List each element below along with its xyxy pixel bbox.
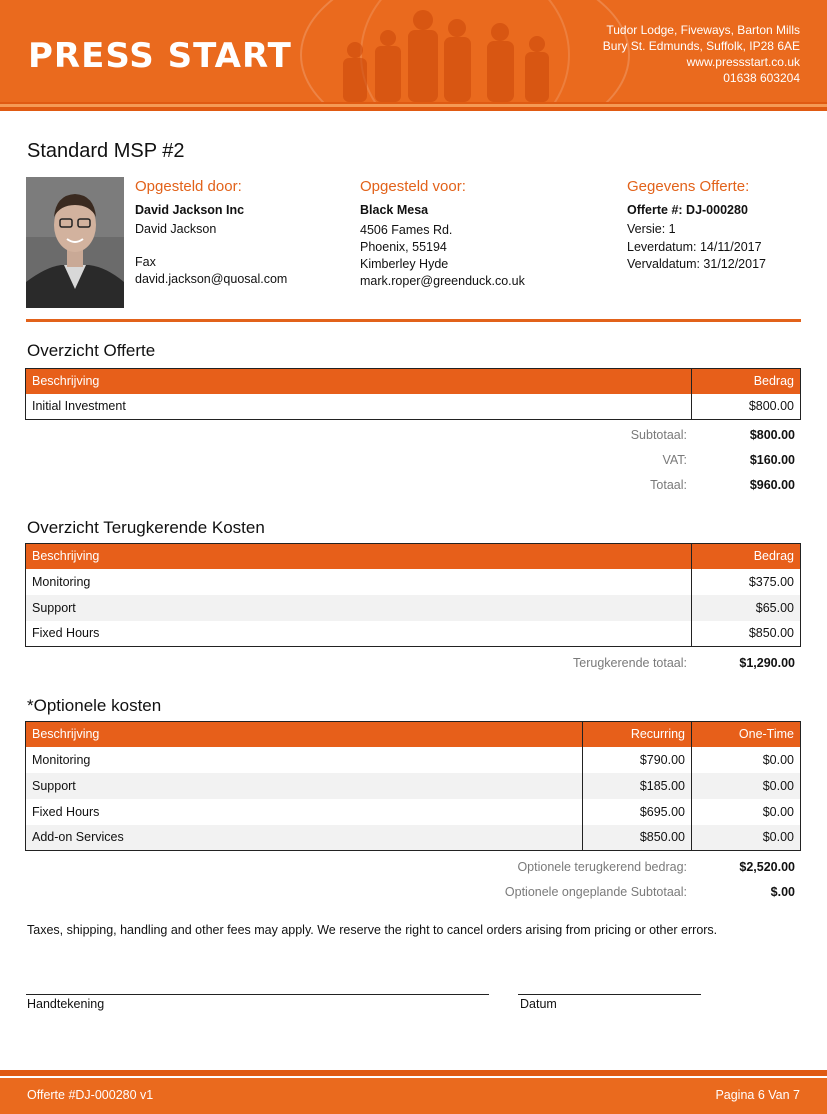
- col-header-amount: Bedrag: [692, 369, 801, 394]
- optional-table: [25, 721, 801, 851]
- total-value: $960.00: [749, 478, 795, 492]
- prepared-for-block: [360, 177, 525, 290]
- row-description: Monitoring: [32, 574, 91, 589]
- quote-expiry-date: Vervaldatum: 31/12/2017: [627, 257, 766, 271]
- business-people-silhouettes: [330, 0, 570, 102]
- col-header-description: Beschrijving: [26, 722, 583, 747]
- col-header-amount: Bedrag: [692, 544, 801, 569]
- address-line-1: Tudor Lodge, Fiveways, Barton Mills: [606, 23, 800, 37]
- table-row: [26, 747, 801, 773]
- prepared-by-block: [135, 177, 287, 288]
- vat-row: [0, 453, 827, 469]
- press-start-logo[interactable]: PRESS START: [28, 36, 292, 76]
- recurring-title: Overzicht Terugkerende Kosten: [27, 518, 265, 537]
- optional-recurring-total-row: [0, 860, 827, 876]
- prepared-for-heading: Opgesteld voor:: [360, 178, 466, 195]
- table-row: [26, 825, 801, 851]
- optional-recurring-total-label: Optionele terugkerend bedrag:: [517, 860, 687, 874]
- table-row: [26, 773, 801, 799]
- date-label: Datum: [520, 997, 557, 1011]
- row-description: Support: [26, 595, 692, 621]
- row-amount: $375.00: [692, 569, 801, 595]
- optional-onetime-total-value: $.00: [770, 885, 795, 899]
- table-row: [26, 569, 801, 595]
- prepared-by-email[interactable]: david.jackson@quosal.com: [135, 272, 288, 286]
- row-description: Monitoring: [32, 752, 91, 767]
- table-row: [26, 595, 801, 621]
- row-onetime: $0.00: [692, 799, 801, 825]
- subtotal-label: Subtotaal:: [630, 428, 687, 442]
- row-onetime: $0.00: [692, 773, 801, 799]
- address-line-2: Bury St. Edmunds, Suffolk, IP28 6AE: [602, 39, 800, 53]
- table-row: [26, 621, 801, 647]
- row-description: Fixed Hours: [32, 804, 100, 819]
- footer-bar: [0, 1078, 827, 1114]
- prepared-for-city: Phoenix, 55194: [360, 240, 447, 254]
- page-title: Standard MSP #2: [27, 140, 185, 162]
- quote-details-heading: Gegevens Offerte:: [627, 178, 750, 195]
- prepared-for-company: Black Mesa: [360, 203, 429, 217]
- recurring-total-label: Terugkerende totaal:: [573, 656, 687, 670]
- total-label: Totaal:: [650, 478, 687, 492]
- col-header-recurring: Recurring: [583, 722, 692, 747]
- col-header-description: Beschrijving: [26, 544, 692, 569]
- optional-onetime-total-row: [0, 885, 827, 901]
- footer-page-number: Pagina 6 Van 7: [715, 1088, 800, 1102]
- row-amount: $800.00: [692, 394, 801, 420]
- recurring-total-value: $1,290.00: [739, 656, 795, 670]
- subtotal-row: [0, 428, 827, 444]
- prepared-by-heading: Opgesteld door:: [135, 178, 242, 195]
- row-description: Fixed Hours: [32, 626, 100, 641]
- section-divider: [26, 319, 801, 322]
- row-amount: $850.00: [692, 621, 801, 647]
- subtotal-value: $800.00: [749, 428, 795, 442]
- phone-number: 01638 603204: [723, 71, 800, 85]
- quote-delivery-date: Leverdatum: 14/11/2017: [627, 240, 762, 254]
- row-description: Initial Investment: [32, 399, 126, 414]
- row-recurring: $695.00: [583, 799, 692, 825]
- avatar-photo: [26, 177, 124, 308]
- row-onetime: $0.00: [692, 825, 801, 851]
- quote-version: Versie: 1: [627, 222, 676, 236]
- col-header-description: Beschrijving: [26, 369, 692, 394]
- table-row: [26, 394, 801, 420]
- row-onetime: $0.00: [692, 747, 801, 773]
- overview-table: [25, 368, 801, 420]
- footer-quote-reference: Offerte #DJ-000280 v1: [27, 1088, 154, 1102]
- prepared-for-email[interactable]: mark.roper@greenduck.co.uk: [360, 274, 525, 288]
- banner-stripe-highlight: [0, 104, 827, 107]
- row-description: Add-on Services: [26, 825, 583, 851]
- col-header-onetime: One-Time: [692, 722, 801, 747]
- signature-label: Handtekening: [27, 997, 105, 1011]
- quote-number: Offerte #: DJ-000280: [627, 203, 748, 217]
- prepared-for-contact: Kimberley Hyde: [360, 257, 449, 271]
- row-recurring: $850.00: [583, 825, 692, 851]
- vat-label: VAT:: [662, 453, 687, 467]
- optional-title: *Optionele kosten: [27, 696, 162, 715]
- website-link[interactable]: www.pressstart.co.uk: [686, 55, 800, 69]
- row-recurring: $790.00: [583, 747, 692, 773]
- recurring-total-row: [0, 656, 827, 672]
- optional-onetime-total-label: Optionele ongeplande Subtotaal:: [504, 885, 687, 899]
- disclaimer-text: Taxes, shipping, handling and other fees may apply. We reserve the right to cancel orders arising from pricing or other errors.: [27, 923, 718, 937]
- footer-stripe: [0, 1070, 827, 1076]
- company-contact-info: [603, 22, 800, 86]
- signature-line[interactable]: [26, 994, 489, 995]
- prepared-for-street: 4506 Fames Rd.: [360, 223, 453, 237]
- row-description: Support: [26, 773, 583, 799]
- prepared-by-company: David Jackson Inc: [135, 203, 245, 217]
- overview-title: Overzicht Offerte: [27, 341, 156, 360]
- row-amount: $65.00: [692, 595, 801, 621]
- vat-value: $160.00: [749, 453, 795, 467]
- recurring-table: [25, 543, 801, 647]
- table-row: [26, 799, 801, 825]
- optional-recurring-total-value: $2,520.00: [739, 860, 795, 874]
- prepared-by-name: David Jackson: [135, 222, 217, 236]
- header-banner: [0, 0, 827, 102]
- row-recurring: $185.00: [583, 773, 692, 799]
- prepared-by-fax: Fax: [135, 255, 156, 269]
- quote-details-block: [627, 177, 766, 273]
- date-line[interactable]: [518, 994, 701, 995]
- total-row: [0, 478, 827, 494]
